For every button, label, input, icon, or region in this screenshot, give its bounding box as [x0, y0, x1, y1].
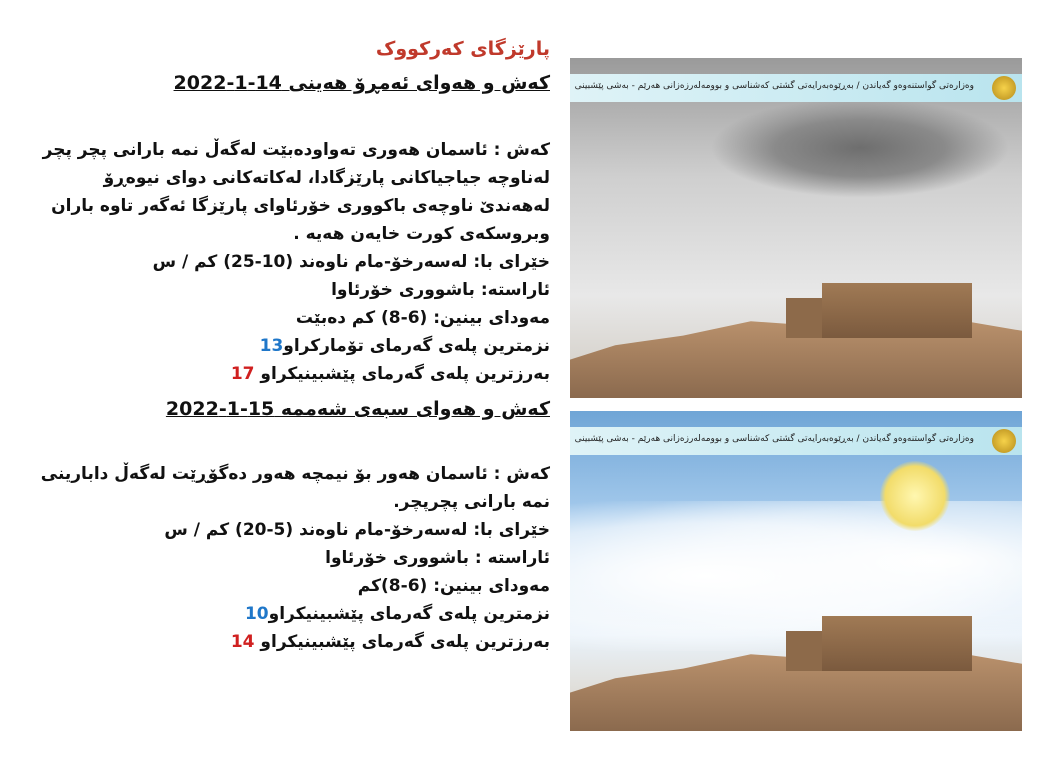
- sun-icon: [880, 461, 950, 531]
- ministry-banner: وەزارەتی گواستنەوەو گەیاندن / بەڕێوەبەرایەتی گشتی کەشناسی و بوومەلەرزەزانی هەرێم - بەشی پێشبینی: [570, 427, 1022, 455]
- day2-forecast: [30, 460, 550, 656]
- day1-visibility: مەودای بینین: (6-8) کم دەبێت: [295, 308, 550, 328]
- day1-min-temp: نزمترین پلەی گەرمای تۆمارکراو13: [259, 336, 550, 356]
- rain-cloud-icon: [710, 98, 1010, 198]
- weather-image-rainy: [570, 58, 1022, 398]
- ministry-banner: وەزارەتی گواستنەوەو گەیاندن / بەڕێوەبەرایەتی گشتی کەشناسی و بوومەلەرزەزانی هەرێم - بەشی پێشبینی: [570, 74, 1022, 102]
- day2-direction: ئاراستە : باشووری خۆرئاوا: [325, 548, 550, 568]
- day1-forecast: [30, 136, 550, 388]
- day2-min-value: 10: [244, 604, 269, 624]
- kurdistan-emblem-icon: [992, 429, 1016, 453]
- day2-visibility: مەودای بینین: (6-8)کم: [357, 576, 550, 596]
- kurdistan-emblem-icon: [992, 76, 1016, 100]
- kirkuk-citadel: [822, 283, 972, 338]
- day1-condition: کەش : ئاسمان هەوری تەواودەبێت لەگەڵ نمە بارانی پچر پچر لەناوچە جیاجیاکانی پارێزگادا، لەکاتەکانی دوای نیوەڕۆ لەهەندێ ناوچەی باکووری خۆرئاوای پارێزگا ئەگەر تاوە باران وبروسکەی کورت خایەن هەیە .: [42, 140, 550, 244]
- weather-image-partly-cloudy: [570, 411, 1022, 731]
- day2-max-value: 14: [230, 632, 255, 652]
- day1-min-value: 13: [259, 336, 284, 356]
- page-title: پارێزگای کەرکووک: [375, 38, 550, 60]
- day1-direction: ئاراستە: باشووری خۆرئاوا: [331, 280, 550, 300]
- day2-heading: کەش و هەوای سبەی شەممە 15-1-2022: [165, 398, 550, 420]
- day1-heading: کەش و هەوای ئەمڕۆ هەینی 14-1-2022: [173, 72, 550, 94]
- day2-wind: خێرای با: لەسەرخۆ-مام ناوەند (5-20) کم / س: [164, 520, 550, 540]
- day1-max-value: 17: [230, 364, 255, 384]
- day2-min-temp: نزمترین پلەی گەرمای پێشبینیکراو10: [244, 604, 550, 624]
- day2-condition: کەش : ئاسمان هەور بۆ نیمچە هەور دەگۆڕێت لەگەڵ دابارینی نمە بارانی پچرپچر.: [40, 464, 550, 512]
- day1-wind: خێرای با: لەسەرخۆ-مام ناوەند (10-25) کم / س: [152, 252, 550, 272]
- day1-max-temp: بەرزترین پلەی گەرمای پێشبینیکراو 17: [230, 364, 550, 384]
- kirkuk-citadel: [822, 616, 972, 671]
- day2-max-temp: بەرزترین پلەی گەرمای پێشبینیکراو 14: [230, 632, 550, 652]
